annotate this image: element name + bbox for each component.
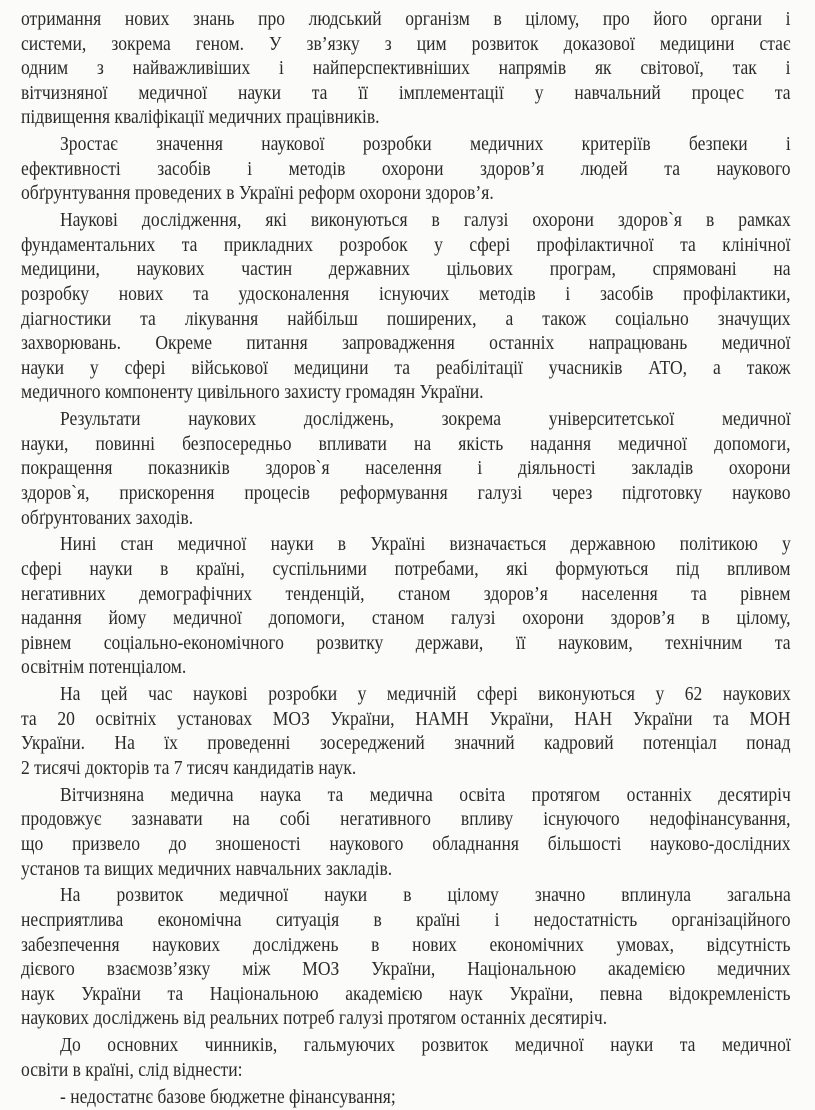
text-line: здоров`я, прискорення процесів реформування галузі через підготовку науково <box>21 483 791 504</box>
text-line: На розвиток медичної науки в цілому значно вплинула загальна <box>60 885 791 907</box>
text-line: наук України та Національною академією наук України, певна відокремленість <box>21 983 791 1005</box>
text-line: надання йому медичної допомоги, станом галузі охорони здоров’я в цілому, <box>21 608 791 630</box>
text-line: Наукові дослідження, які виконуються в галузі охорони здоров`я в рамках <box>60 210 791 232</box>
text-line: медичного компоненту цивільного захисту громадян України. <box>21 382 484 404</box>
text-line: освітнім потенціалом. <box>21 657 187 679</box>
text-line: науки, повинні безпосередньо впливати на якість надання медичної допомоги, <box>21 433 791 455</box>
text-line: дієвого взаємозв’язку між МОЗ України, Національною академією медичних <box>21 959 791 981</box>
text-line: установ та вищих медичних навчальних закладів. <box>21 858 393 880</box>
text-line: одним з найважливіших і найперспективніших напрямів як світової, так і <box>21 58 791 80</box>
text-line: наукових досліджень від реальних потреб галузі протягом останніх десятиріч. <box>21 1008 608 1030</box>
text-line: медицини, наукових частин державних цільових програм, спрямовані на <box>21 259 791 281</box>
text-line: забезпечення наукових досліджень в нових економічних умовах, відсутність <box>21 934 791 956</box>
text-line: 2 тисячі докторів та 7 тисяч кандидатів наук. <box>21 758 357 779</box>
text-line: що призвело до зношеності наукового обладнання більшості науково-дослідних <box>21 834 791 855</box>
text-line: ефективності засобів і методів охорони здоров’я людей та наукового <box>21 158 791 180</box>
text-line: системи, зокрема геном. У зв’язку з цим розвиток доказової медицини стає <box>21 33 791 55</box>
text-line: Результати наукових досліджень, зокрема університетської медичної <box>60 409 791 431</box>
text-line: освіти в країні, слід віднести: <box>21 1059 243 1081</box>
text-line: обґрунтування проведених в Україні реформ охорони здоров’я. <box>21 183 494 205</box>
text-line: негативних демографічних тенденцій, станом здоров’я населення та рівнем <box>21 583 791 605</box>
text-line: та 20 освітніх установах МОЗ України, НАМН України, НАН України та МОН <box>21 708 791 730</box>
text-line: рівнем соціально-економічного розвитку держави, її науковим, технічним та <box>21 632 791 654</box>
text-line: Вітчизняна медична наука та медична освіта протягом останніх десятиріч <box>60 784 791 806</box>
text-line: отримання нових знань про людський організм в цілому, про його органи і <box>21 9 791 30</box>
text-line: підвищення кваліфікації медичних працівників. <box>21 107 380 129</box>
text-line: несприятлива економічна ситуація в країні і недостатність організаційного <box>21 910 791 931</box>
text-line: До основних чинників, гальмуючих розвиток медичної науки та медичної <box>60 1035 791 1057</box>
text-line: діагностики та лікування найбільш поширених, а також соціально значущих <box>21 308 791 330</box>
text-line: науки у сфері військової медицини та реабілітації учасників АТО, а також <box>21 357 791 379</box>
text-line: Нині стан медичної науки в Україні визначається державною політикою у <box>60 534 791 556</box>
text-line: розробку нових та удосконалення існуючих методів і засобів профілактики, <box>21 284 791 305</box>
text-line: продовжує зазнавати на собі негативного впливу існуючого недофінансування, <box>21 809 791 831</box>
text-line: вітчизняної медичної науки та її імплементації у навчальний процес та <box>21 82 791 104</box>
text-line: обґрунтованих заходів. <box>21 507 194 529</box>
text-line: сфері науки в країні, суспільними потребами, які формуються під впливом <box>21 559 791 580</box>
text-line: Зростає значення наукової розробки медичних критеріїв безпеки і <box>60 134 791 156</box>
text-line: захворювань. Окреме питання запровадження останніх напрацювань медичної <box>21 333 791 355</box>
text-line: - недостатнє базове бюджетне фінансування; <box>60 1086 396 1108</box>
text-line: На цей час наукові розробки у медичній сфері виконуються у 62 наукових <box>60 684 791 706</box>
text-line: покращення показників здоров`я населення і діяльності закладів охорони <box>21 458 791 480</box>
text-line: фундаментальних та прикладних розробок у сфері профілактичної та клінічної <box>21 234 791 256</box>
text-line: України. На їх проведенні зосереджений значний кадровий потенціал понад <box>21 733 791 755</box>
